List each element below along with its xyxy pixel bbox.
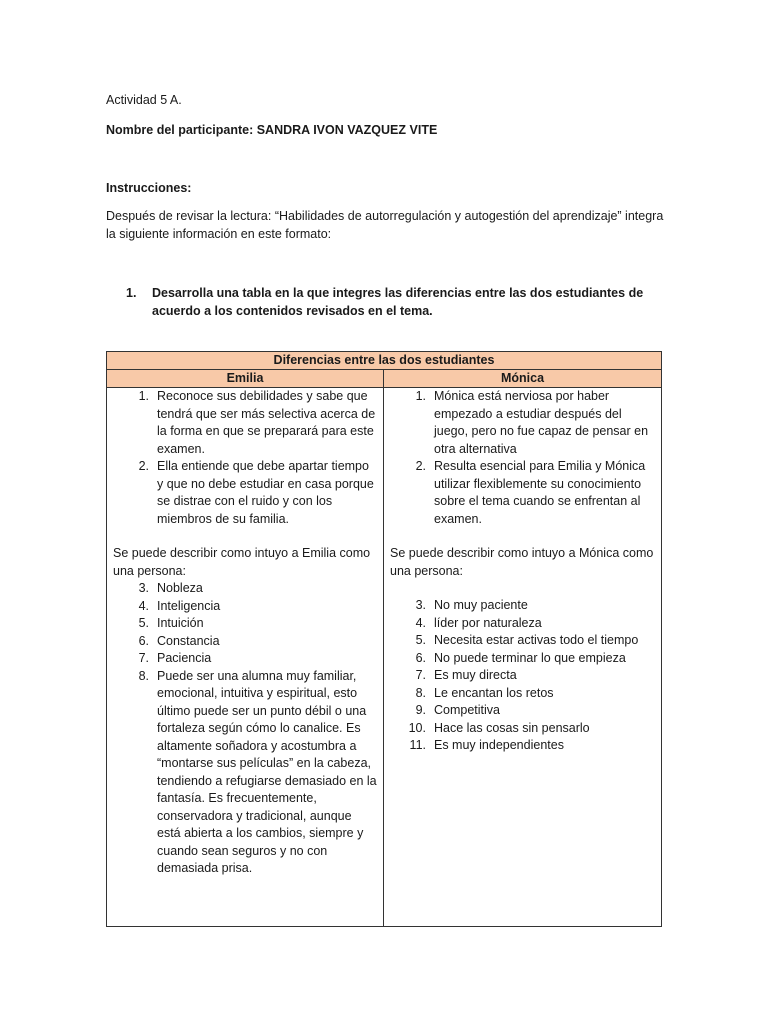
emilia-cell	[107, 388, 384, 927]
column-header-emilia: Emilia	[107, 370, 384, 388]
list-item-number: 6.	[138, 633, 149, 648]
emilia-trait-item	[113, 650, 377, 668]
list-item-text: Resulta esencial para Emilia y Mónica utilizar flexiblemente su conocimiento sobre el tema cuando se enfrentan al examen.	[434, 459, 646, 526]
monica-trait-item	[390, 737, 655, 755]
list-item-text: No puede terminar lo que empieza	[434, 650, 626, 665]
emilia-points-list	[113, 388, 377, 528]
task-item	[126, 285, 646, 320]
list-item-text: Reconoce sus debilidades y sabe que tendrá que ser más selectiva acerca de la forma en que se preparará para este examen.	[157, 389, 376, 456]
monica-trait-item	[390, 667, 655, 685]
list-item-text: Paciencia	[157, 651, 212, 665]
list-item-number: 8.	[415, 685, 426, 700]
list-item-text: Le encantan los retos	[434, 685, 554, 700]
monica-trait-item	[390, 702, 655, 720]
monica-trait-item	[390, 720, 655, 738]
instructions-heading: Instrucciones:	[106, 181, 192, 195]
emilia-trait-item	[113, 633, 377, 651]
list-item-text: Hace las cosas sin pensarlo	[434, 720, 590, 735]
list-item-number: 8.	[138, 668, 149, 683]
list-item-text: Intuición	[157, 616, 204, 630]
monica-trait-item	[390, 597, 655, 615]
monica-point-item	[390, 388, 655, 458]
intro-paragraph: Después de revisar la lectura: “Habilidades de autorregulación y autogestión del aprendizaje” integra la siguiente información en este formato:	[106, 209, 664, 241]
list-item-number: 11.	[409, 738, 426, 752]
emilia-trait-item	[113, 668, 377, 878]
list-item-text: Puede ser una alumna muy familiar, emocional, intuitiva y espiritual, esto último puede ser un punto débil o una fortaleza según cómo lo canalice. Es altamente soñadora y acostumbra a “montarse sus películas” en la cabeza, tendiendo a refugiarse demasiado en la fantasía. Es frecuentemente, conservadora y tradicional, aunque está abierta a los cambios, siempre y cuando sean seguros y no con demasiada prisa.	[157, 668, 377, 875]
monica-traits-list	[390, 597, 655, 755]
list-item-text: líder por naturaleza	[434, 615, 542, 630]
list-item-number: 2.	[415, 459, 426, 473]
list-item-number: 5.	[138, 616, 149, 630]
monica-trait-item	[390, 685, 655, 703]
monica-trait-item	[390, 650, 655, 668]
list-item-text: Ella entiende que debe apartar tiempo y que no debe estudiar en casa porque se distrae con el ruido y con los miembros de su familia.	[157, 459, 374, 526]
list-item-text: Mónica está nerviosa por haber empezado a estudiar después del juego, pero no fue capaz de pensar en otra alternativa	[434, 389, 649, 456]
participant-name: Nombre del participante: SANDRA IVON VAZQUEZ VITE	[106, 123, 438, 137]
list-item-text: Nobleza	[157, 581, 203, 595]
emilia-traits-list	[113, 580, 377, 878]
list-item-text: No muy paciente	[434, 598, 528, 612]
emilia-trait-item	[113, 598, 377, 616]
emilia-point-item	[113, 458, 377, 528]
column-header-monica: Mónica	[384, 370, 662, 388]
list-item-text: Es muy independientes	[434, 738, 564, 752]
task-text: Desarrolla una tabla en la que integres las diferencias entre las dos estudiantes de acuerdo a los contenidos revisados en el tema.	[152, 286, 644, 318]
list-item-text: Inteligencia	[157, 598, 221, 613]
list-item-number: 10.	[408, 720, 426, 735]
list-item-number: 7.	[138, 651, 149, 665]
list-item-number: 9.	[415, 703, 426, 717]
list-item-number: 3.	[138, 581, 149, 595]
list-item-number: 1.	[138, 389, 149, 403]
table-title: Diferencias entre las dos estudiantes	[107, 352, 662, 370]
list-item-text: Es muy directa	[434, 668, 517, 682]
emilia-describe: Se puede describir como intuyo a Emilia como una persona:	[113, 546, 371, 578]
list-item-number: 2.	[138, 459, 149, 473]
list-item-text: Competitiva	[434, 703, 500, 717]
differences-table	[106, 351, 662, 927]
monica-points-list	[390, 388, 655, 528]
list-item-text: Necesita estar activas todo el tiempo	[434, 633, 639, 647]
list-item-number: 4.	[415, 615, 426, 630]
list-item-number: 7.	[415, 668, 426, 682]
task-number: 1.	[126, 286, 137, 300]
emilia-trait-item	[113, 580, 377, 598]
list-item-number: 6.	[415, 650, 426, 665]
monica-describe: Se puede describir como intuyo a Mónica como una persona:	[390, 546, 654, 578]
emilia-point-item	[113, 388, 377, 458]
activity-title: Actividad 5 A.	[106, 93, 182, 107]
monica-spacer	[390, 580, 655, 597]
monica-trait-item	[390, 615, 655, 633]
list-item-number: 3.	[415, 598, 426, 612]
monica-point-item	[390, 458, 655, 528]
list-item-number: 4.	[138, 598, 149, 613]
list-item-number: 5.	[415, 633, 426, 647]
monica-cell	[384, 388, 662, 927]
list-item-number: 1.	[415, 389, 426, 403]
list-item-text: Constancia	[157, 633, 220, 648]
monica-trait-item	[390, 632, 655, 650]
emilia-trait-item	[113, 615, 377, 633]
